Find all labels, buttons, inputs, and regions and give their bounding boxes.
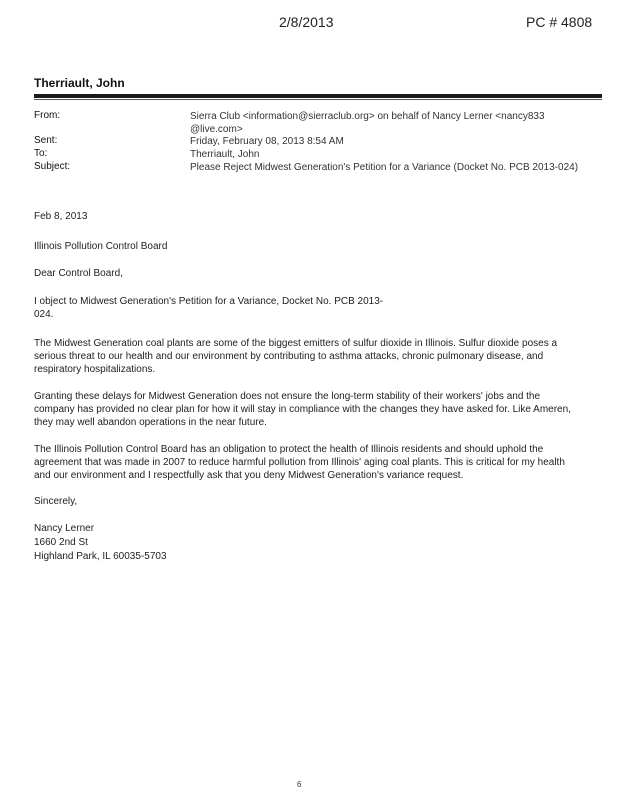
- stamp-date: 2/8/2013: [279, 14, 334, 30]
- page-number: 6: [297, 780, 302, 789]
- subject-label: Subject:: [34, 161, 71, 172]
- from-label: From:: [34, 110, 61, 121]
- address-line-1: 1660 2nd St: [34, 537, 88, 548]
- to-label: To:: [34, 148, 48, 159]
- body-recipient: Illinois Pollution Control Board: [34, 241, 168, 252]
- body-paragraph-3: Granting these delays for Midwest Generation does not ensure the long-term stability of their workers' jobs and the company has provided no clear plan for how it will stay in compliance with the changes they have asked for. Like Ameren, they may well abandon operations in the near future.: [34, 391, 571, 428]
- sender-name: Therriault, John: [34, 76, 125, 90]
- from-value: Sierra Club <information@sierraclub.org> on behalf of Nancy Lerner <nancy833 @live.com>: [190, 111, 545, 135]
- address-line-2: Highland Park, IL 60035-5703: [34, 551, 167, 562]
- body-paragraph-4: The Illinois Pollution Control Board has an obligation to protect the health of Illinois residents and should uphold the agreement that was made in 2007 to reduce harmful pollution from Illinois' aging coal plants. This is critical for my health and our environment and I respectfully ask that you deny Midwest Generation's variance request.: [34, 444, 565, 481]
- sent-value: Friday, February 08, 2013 8:54 AM: [190, 136, 344, 147]
- header-rule-thin: [34, 99, 602, 100]
- signature-name: Nancy Lerner: [34, 523, 95, 534]
- body-paragraph-1: I object to Midwest Generation's Petition for a Variance, Docket No. PCB 2013-024.: [34, 296, 384, 320]
- to-value: Therriault, John: [190, 149, 260, 160]
- header-rule: [34, 94, 602, 98]
- body-salutation: Dear Control Board,: [34, 268, 123, 279]
- sent-label: Sent:: [34, 135, 58, 146]
- body-date: Feb 8, 2013: [34, 211, 88, 222]
- body-paragraph-2: The Midwest Generation coal plants are some of the biggest emitters of sulfur dioxide in Illinois. Sulfur dioxide poses a serious threat to our health and our environment by contributing to asthma attacks, chronic pulmonary disease, and respiratory hospitalizations.: [34, 338, 558, 375]
- stamp-pc-number: PC # 4808: [526, 14, 593, 30]
- body-closing: Sincerely,: [34, 496, 78, 507]
- subject-value: Please Reject Midwest Generation's Petition for a Variance (Docket No. PCB 2013-024): [190, 162, 579, 173]
